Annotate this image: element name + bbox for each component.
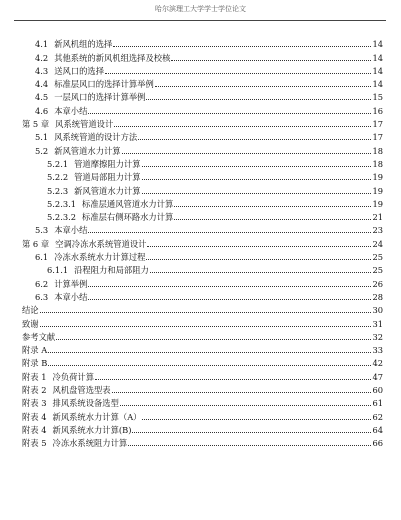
toc-entry[interactable]: [22, 355, 383, 368]
toc-entry-number: 4.6: [35, 105, 49, 116]
toc-entry-title: 冷负荷计算: [52, 371, 95, 382]
toc-entry-title: 新风机组的选择: [54, 39, 113, 50]
toc-entry[interactable]: [22, 329, 383, 342]
toc-dot-leader: [146, 258, 371, 260]
toc-dot-leader: [120, 404, 372, 406]
toc-entry-title: 风系统管道设计: [55, 119, 114, 130]
toc-dot-leader: [56, 338, 371, 340]
toc-dot-leader: [88, 298, 371, 300]
toc-entry-page: 14: [372, 79, 383, 90]
toc-entry-number: 5.2.2: [47, 172, 69, 183]
toc-entry[interactable]: [22, 169, 383, 182]
toc-dot-leader: [48, 351, 371, 353]
toc-entry-number: 5.2: [35, 145, 49, 156]
toc-entry-page: 64: [372, 424, 383, 435]
toc-entry[interactable]: [22, 76, 383, 89]
toc-dot-leader: [138, 138, 371, 140]
toc-dot-leader: [88, 285, 371, 287]
toc-entry-title: 排风系统设备选型: [52, 398, 119, 409]
toc-entry-title: 本章小结: [54, 291, 88, 302]
header-rule: [14, 20, 386, 21]
toc-dot-leader: [174, 218, 371, 220]
toc-dot-leader: [155, 85, 372, 87]
toc-entry-page: 47: [372, 371, 383, 382]
toc-entry-page: 23: [372, 225, 383, 236]
toc-entry[interactable]: [22, 196, 383, 209]
toc-entry-number: 附表 4: [22, 411, 47, 422]
toc-entry[interactable]: [22, 395, 383, 408]
toc-entry[interactable]: [22, 302, 383, 315]
toc-entry[interactable]: [22, 182, 383, 195]
toc-entry-page: 25: [372, 265, 383, 276]
toc-entry-page: 18: [372, 158, 383, 169]
toc-dot-leader: [114, 125, 371, 127]
toc-dot-leader: [88, 112, 371, 114]
toc-entry-title: 冷冻水系统水力计算过程: [54, 252, 146, 263]
toc-entry-title: 送风口的选择: [54, 65, 104, 76]
toc-entry-title: 结论: [22, 305, 39, 316]
toc-entry-number: 第 5 章: [22, 119, 50, 130]
toc-entry[interactable]: [22, 63, 383, 76]
toc-entry[interactable]: [22, 102, 383, 115]
toc-dot-leader: [113, 45, 371, 47]
toc-entry-title: 致谢: [22, 318, 39, 329]
toc-entry-page: 26: [372, 278, 383, 289]
toc-entry[interactable]: [22, 129, 383, 142]
toc-entry-title: 新风管道水力计算: [74, 185, 141, 196]
toc-entry[interactable]: [22, 89, 383, 102]
toc-dot-leader: [48, 364, 371, 366]
running-header: 哈尔滨理工大学学士学位论文: [155, 5, 246, 13]
toc-dot-leader: [95, 378, 371, 380]
toc-entry-number: 附表 1: [22, 371, 47, 382]
toc-entry-page: 24: [372, 238, 383, 249]
toc-dot-leader: [150, 271, 372, 273]
toc-entry[interactable]: [22, 156, 383, 169]
toc-entry[interactable]: [22, 49, 383, 62]
toc-dot-leader: [132, 431, 371, 433]
toc-dot-leader: [88, 231, 371, 233]
toc-entry-number: 4.5: [35, 92, 49, 103]
toc-entry-page: 33: [372, 345, 383, 356]
toc-dot-leader: [174, 205, 371, 207]
toc-entry-title: 标准层右侧环路水力计算: [82, 212, 174, 223]
toc-entry-number: 附表 4: [22, 424, 47, 435]
toc-entry-number: 6.2: [35, 278, 49, 289]
toc-entry-page: 30: [372, 305, 383, 316]
toc-entry[interactable]: [22, 222, 383, 235]
toc-entry-number: 4.4: [35, 79, 49, 90]
toc-entry[interactable]: [22, 368, 383, 381]
toc-entry-number: 4.2: [35, 52, 49, 63]
toc-entry-page: 19: [372, 185, 383, 196]
toc-entry-page: 62: [372, 411, 383, 422]
toc-entry[interactable]: [22, 435, 383, 448]
toc-entry[interactable]: [22, 235, 383, 248]
toc-entry-title: 沿程阻力和局部阻力: [74, 265, 149, 276]
toc-entry-title: 计算举例: [54, 278, 88, 289]
toc-dot-leader: [112, 391, 372, 393]
toc-entry-number: 6.3: [35, 291, 49, 302]
toc-entry-number: 5.2.1: [47, 158, 69, 169]
toc-entry-title: 管道摩擦阻力计算: [74, 158, 141, 169]
toc-entry-page: 25: [372, 252, 383, 263]
toc-entry-title: 新风管道水力计算: [54, 145, 121, 156]
toc-dot-leader: [146, 98, 371, 100]
toc-entry[interactable]: [22, 289, 383, 302]
toc-entry-page: 60: [372, 385, 383, 396]
toc-entry-page: 32: [372, 331, 383, 342]
toc-entry[interactable]: [22, 275, 383, 288]
toc-entry-page: 42: [372, 358, 383, 369]
toc-entry-title: 新风系统水力计算（A）: [52, 411, 142, 422]
toc-entry-title: 管道局部阻力计算: [74, 172, 141, 183]
toc-entry-page: 28: [372, 291, 383, 302]
toc-entry-title: 本章小结: [54, 105, 88, 116]
toc-entry-page: 66: [372, 438, 383, 449]
toc-entry-title: 参考文献: [22, 331, 56, 342]
toc-entry-title: 其他系统的新风机组选择及校核: [54, 52, 171, 63]
toc-entry-page: 19: [372, 172, 383, 183]
toc-entry[interactable]: [22, 249, 383, 262]
toc-dot-leader: [142, 165, 372, 167]
toc-dot-leader: [142, 178, 372, 180]
toc-entry-number: 5.2.3.1: [47, 198, 77, 209]
toc-entry-number: 4.3: [35, 65, 49, 76]
toc-entry[interactable]: [22, 262, 383, 275]
toc-entry-title: 冷冻水系统阻力计算: [52, 438, 128, 449]
toc-entry-number: 附表 3: [22, 398, 47, 409]
toc-entry-number: 5.2.3: [47, 185, 69, 196]
toc-entry-page: 14: [372, 65, 383, 76]
toc-entry-title: 风机盘管选型表: [52, 385, 111, 396]
toc-entry-number: 附表 2: [22, 385, 47, 396]
toc-entry-title: 一层风口的选择计算举例: [54, 92, 146, 103]
toc-entry-page: 16: [372, 105, 383, 116]
toc-entry-number: 4.1: [35, 39, 49, 50]
toc-entry[interactable]: [22, 342, 383, 355]
toc-entry-title: 标准层通风管道水力计算: [82, 198, 174, 209]
toc-entry-title: 空调冷冻水系统管道设计: [55, 238, 147, 249]
toc-entry-number: 5.2.3.2: [47, 212, 77, 223]
toc-entry-title: 新风系统水力计算(B): [52, 424, 132, 435]
toc-entry-page: 17: [372, 132, 383, 143]
toc-entry-number: 6.1: [35, 252, 49, 263]
toc-entry-page: 19: [372, 198, 383, 209]
table-of-contents: [22, 36, 383, 448]
toc-entry-page: 14: [372, 52, 383, 63]
toc-entry[interactable]: [22, 36, 383, 49]
toc-dot-leader: [128, 444, 371, 446]
toc-entry-page: 61: [372, 398, 383, 409]
toc-entry[interactable]: [22, 209, 383, 222]
toc-entry[interactable]: [22, 408, 383, 421]
toc-entry-page: 17: [372, 119, 383, 130]
toc-dot-leader: [40, 325, 372, 327]
toc-entry-title: 本章小结: [54, 225, 88, 236]
toc-dot-leader: [105, 72, 371, 74]
toc-dot-leader: [142, 192, 372, 194]
toc-dot-leader: [40, 311, 372, 313]
toc-entry-title: 附录 A: [22, 345, 48, 356]
toc-entry-number: 附表 5: [22, 438, 47, 449]
toc-entry-title: 风系统管道的设计方法: [54, 132, 138, 143]
toc-entry[interactable]: [22, 116, 383, 129]
toc-entry[interactable]: [22, 142, 383, 155]
toc-entry[interactable]: [22, 315, 383, 328]
toc-dot-leader: [122, 152, 372, 154]
toc-dot-leader: [142, 418, 371, 420]
toc-entry-page: 21: [372, 212, 383, 223]
toc-dot-leader: [171, 59, 371, 61]
toc-entry-number: 第 6 章: [22, 238, 50, 249]
toc-entry-number: 5.3: [35, 225, 49, 236]
toc-entry-number: 5.1: [35, 132, 49, 143]
toc-dot-leader: [147, 245, 371, 247]
toc-entry-page: 14: [372, 39, 383, 50]
toc-entry[interactable]: [22, 382, 383, 395]
toc-entry[interactable]: [22, 422, 383, 435]
toc-entry-title: 标准层风口的选择计算举例: [54, 79, 154, 90]
toc-entry-number: 6.1.1: [47, 265, 69, 276]
toc-entry-page: 31: [372, 318, 383, 329]
toc-entry-page: 18: [372, 145, 383, 156]
toc-entry-page: 15: [372, 92, 383, 103]
toc-entry-title: 附录 B: [22, 358, 48, 369]
